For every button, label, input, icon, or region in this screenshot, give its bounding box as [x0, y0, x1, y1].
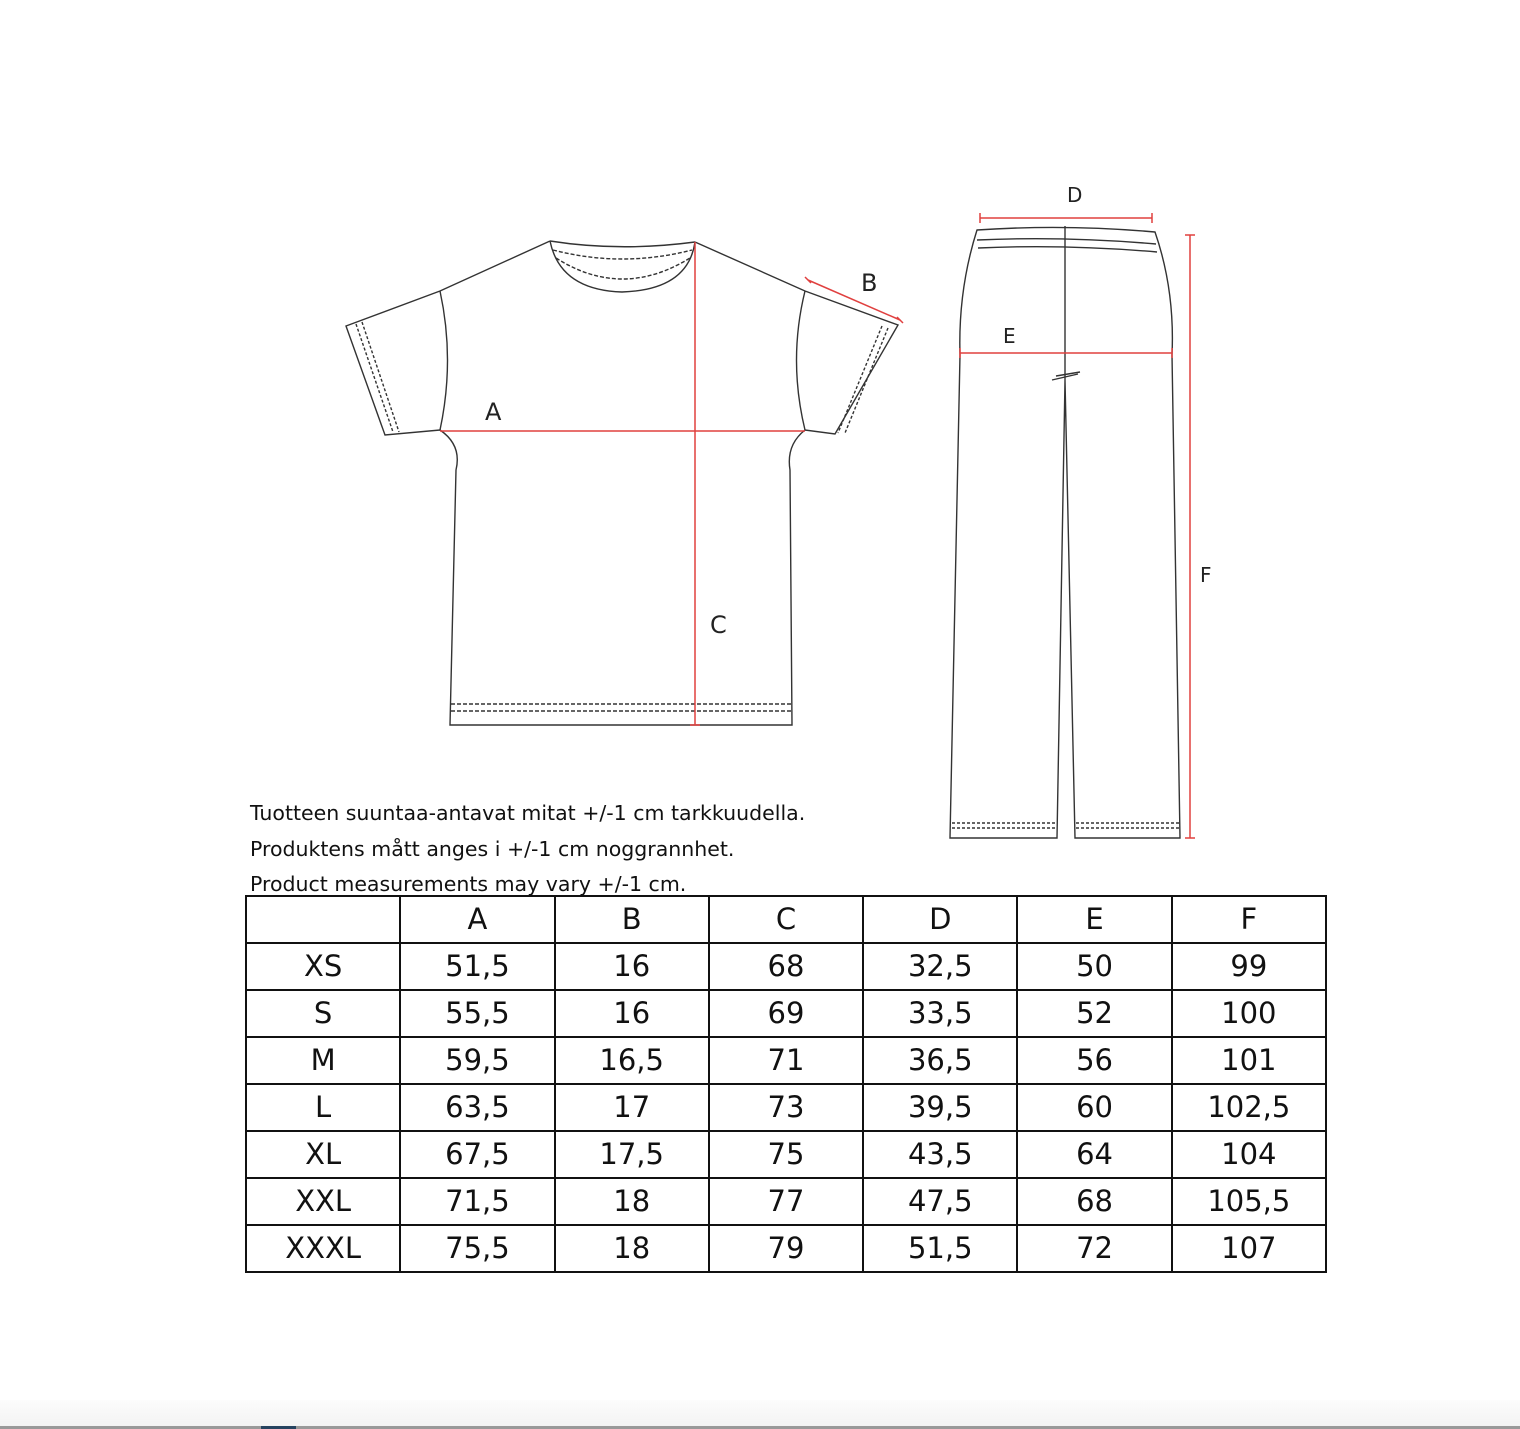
- column-header: F: [1172, 896, 1326, 943]
- label-a: A: [485, 398, 502, 426]
- note-swedish: Produktens mått anges i +/-1 cm noggrannhet.: [250, 836, 735, 861]
- value-cell: 50: [1017, 943, 1171, 990]
- size-table: [245, 895, 1327, 1273]
- value-cell: 32,5: [863, 943, 1017, 990]
- value-cell: 36,5: [863, 1037, 1017, 1084]
- column-header: D: [863, 896, 1017, 943]
- value-cell: 16: [555, 943, 709, 990]
- table-row: [246, 943, 1326, 990]
- table-row: [246, 1225, 1326, 1272]
- column-header: E: [1017, 896, 1171, 943]
- measure-lines: [440, 213, 1195, 838]
- tshirt-outline: [346, 241, 898, 725]
- value-cell: 60: [1017, 1084, 1171, 1131]
- value-cell: 71,5: [400, 1178, 554, 1225]
- value-cell: 39,5: [863, 1084, 1017, 1131]
- value-cell: 16,5: [555, 1037, 709, 1084]
- value-cell: 55,5: [400, 990, 554, 1037]
- note-finnish: Tuotteen suuntaa-antavat mitat +/-1 cm tarkkuudella.: [250, 801, 806, 825]
- value-cell: 77: [709, 1178, 863, 1225]
- size-cell: XL: [246, 1131, 400, 1178]
- value-cell: 101: [1172, 1037, 1326, 1084]
- column-header: B: [555, 896, 709, 943]
- value-cell: 105,5: [1172, 1178, 1326, 1225]
- value-cell: 33,5: [863, 990, 1017, 1037]
- column-header: C: [709, 896, 863, 943]
- value-cell: 100: [1172, 990, 1326, 1037]
- value-cell: 64: [1017, 1131, 1171, 1178]
- label-c: C: [710, 611, 727, 639]
- note-english: Product measurements may vary +/-1 cm.: [250, 872, 687, 896]
- value-cell: 63,5: [400, 1084, 554, 1131]
- measurement-notes: [250, 796, 805, 903]
- table-row: [246, 1131, 1326, 1178]
- table-row: [246, 990, 1326, 1037]
- size-cell: L: [246, 1084, 400, 1131]
- header-row: [246, 896, 1326, 943]
- label-b: B: [861, 269, 878, 297]
- column-header: A: [400, 896, 554, 943]
- value-cell: 43,5: [863, 1131, 1017, 1178]
- value-cell: 107: [1172, 1225, 1326, 1272]
- label-f: F: [1200, 563, 1212, 587]
- size-cell: XXL: [246, 1178, 400, 1225]
- value-cell: 68: [1017, 1178, 1171, 1225]
- value-cell: 68: [709, 943, 863, 990]
- pants-outline: [950, 226, 1180, 838]
- value-cell: 75: [709, 1131, 863, 1178]
- value-cell: 16: [555, 990, 709, 1037]
- table-row: [246, 1178, 1326, 1225]
- value-cell: 79: [709, 1225, 863, 1272]
- value-cell: 18: [555, 1178, 709, 1225]
- label-d: D: [1067, 183, 1083, 207]
- value-cell: 47,5: [863, 1178, 1017, 1225]
- value-cell: 17: [555, 1084, 709, 1131]
- value-cell: 72: [1017, 1225, 1171, 1272]
- measure-b: [808, 280, 900, 320]
- value-cell: 73: [709, 1084, 863, 1131]
- table-row: [246, 1084, 1326, 1131]
- value-cell: 18: [555, 1225, 709, 1272]
- value-cell: 71: [709, 1037, 863, 1084]
- value-cell: 104: [1172, 1131, 1326, 1178]
- value-cell: 67,5: [400, 1131, 554, 1178]
- size-cell: XXXL: [246, 1225, 400, 1272]
- label-e: E: [1003, 324, 1016, 348]
- value-cell: 99: [1172, 943, 1326, 990]
- column-header: [246, 896, 400, 943]
- value-cell: 52: [1017, 990, 1171, 1037]
- value-cell: 56: [1017, 1037, 1171, 1084]
- size-cell: XS: [246, 943, 400, 990]
- value-cell: 69: [709, 990, 863, 1037]
- value-cell: 102,5: [1172, 1084, 1326, 1131]
- value-cell: 51,5: [863, 1225, 1017, 1272]
- size-cell: S: [246, 990, 400, 1037]
- size-cell: M: [246, 1037, 400, 1084]
- value-cell: 75,5: [400, 1225, 554, 1272]
- value-cell: 17,5: [555, 1131, 709, 1178]
- bottom-fade: [0, 1400, 1520, 1426]
- table-row: [246, 1037, 1326, 1084]
- value-cell: 51,5: [400, 943, 554, 990]
- value-cell: 59,5: [400, 1037, 554, 1084]
